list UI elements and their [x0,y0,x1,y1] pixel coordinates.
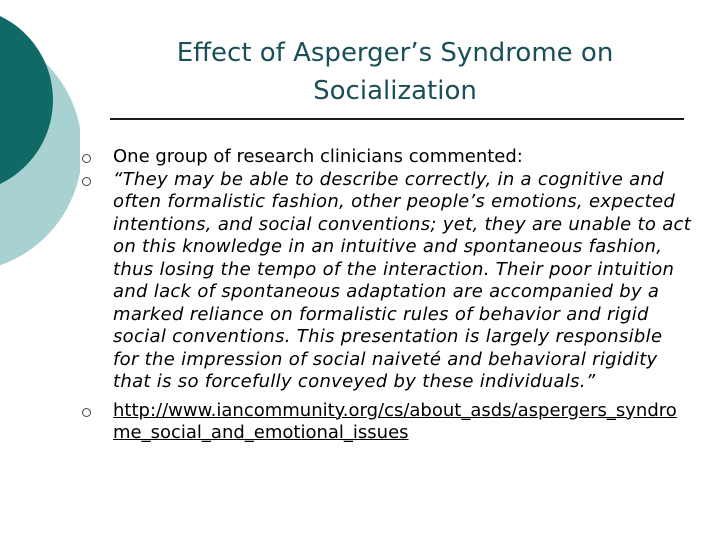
bullet-text: One group of research clinicians commented: [113,146,523,167]
decorative-circles [0,0,80,290]
hollow-circle-bullet-icon [82,154,91,163]
slide-title-line-1: Effect of Asperger’s Syndrome on [176,38,614,68]
source-link[interactable]: http://www.iancommunity.org/cs/about_asds/aspergers_syndrome_social_and_emotional_issues [113,399,677,443]
hollow-circle-bullet-icon [82,408,91,417]
hollow-circle-bullet-icon [82,177,91,186]
title-divider [110,118,684,120]
bullet-quote-text: “They may be able to describe correctly, in a cognitive and often formalistic fashion, other people’s emotions, expected intentions, and social conventions; yet, they are unable to act on this knowledge in an intuitive and spontaneous fashion, thus losing the tempo of the interaction. Their poor intuition and lack of spontaneous adaptation are accompanied by a marked reliance on formalistic rules of behavior and rigid social conventions. This presentation is largely responsible for the impression of social naiveté and behavioral rigidity that is so forcefully conveyed by these individuals.” [113,168,692,392]
bullet-item-source [82,400,692,445]
slide-title [110,34,680,110]
bullet-list [82,146,692,445]
bullet-item-quote [82,169,692,394]
slide-title-line-2: Socialization [313,76,477,106]
bullet-item-intro [82,146,692,169]
